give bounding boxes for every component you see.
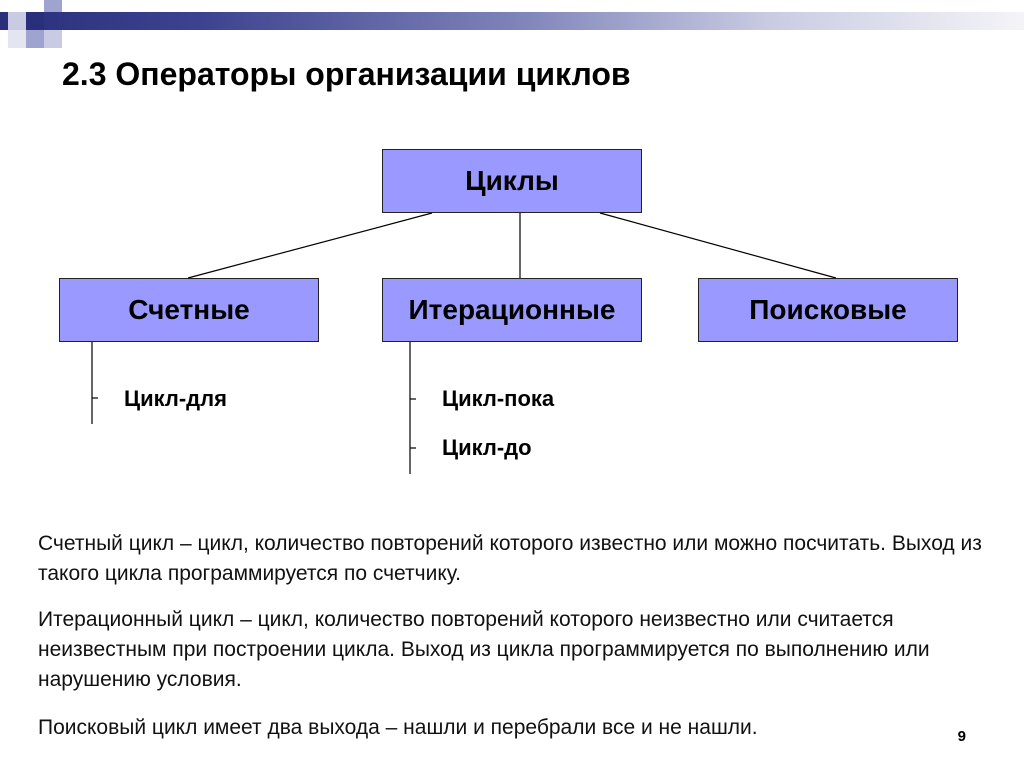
leaf-while-loop: Цикл-пока: [442, 386, 555, 411]
connector-root-right: [600, 213, 836, 278]
root-box: Циклы: [382, 149, 642, 213]
leaf-do-loop: Цикл-до: [442, 435, 532, 460]
slide-title: 2.3 Операторы организации циклов: [62, 56, 631, 92]
connector-root-left: [188, 213, 432, 278]
category-box-iterative: Итерационные: [382, 278, 642, 342]
category-box-search: Поисковые: [698, 278, 958, 342]
description-iterative: Итерационный цикл – цикл, количество повторений которого неизвестно или считается неизвестным при построении цикла. Выход из цикла программируется по выполнению или нарушению условия.: [38, 608, 930, 691]
leaf-for-loop: Цикл-для: [124, 386, 227, 411]
category-box-counting: Счетные: [59, 278, 319, 342]
page-number: 9: [957, 728, 966, 745]
description-counting: Счетный цикл – цикл, количество повторений которого известно или можно посчитать. Выход из такого цикла программируется по счетчику.: [38, 532, 982, 585]
description-search: Поисковый цикл имеет два выхода – нашли и перебрали все и не нашли.: [38, 716, 758, 739]
